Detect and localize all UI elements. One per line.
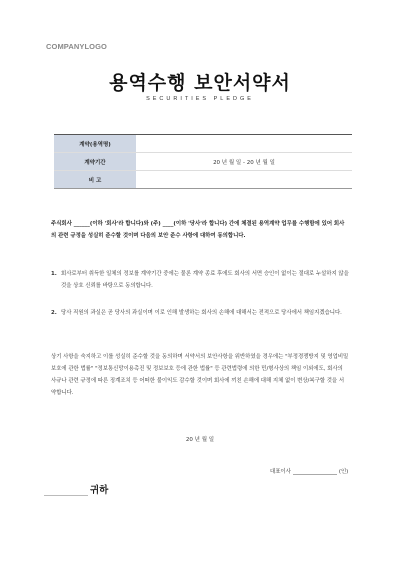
addressee-line: [44, 487, 88, 496]
table-row: [54, 171, 352, 189]
page-title: 용역수행 보안서약서: [109, 72, 291, 94]
representative-signature: [270, 467, 348, 475]
seal-mark: (인): [338, 469, 349, 475]
list-item: [51, 268, 349, 292]
contract-info-table: [54, 134, 352, 189]
intro-paragraph: 주식회사 ______(이하 '회사'라 합니다)와 (주) ____(이하 '당사'라 합니다) 간에 체결된 용역계약 업무를 수행함에 있어 회사의 관련 규정을 성실히 준수할 것이며 다음의 보안 준수 사항에 대하여 동의합니다.: [51, 221, 345, 239]
item-text: 회사로부터 취득한 일체의 정보를 계약기간 중에는 물론 계약 종료 후에도 회사의 서면 승인이 없이는 절대로 누설하지 않을 것을 상호 신뢰를 바탕으로 동의합니다.: [61, 271, 349, 289]
item-number: 2.: [51, 310, 57, 316]
representative-label: 대표이사: [270, 469, 291, 475]
table-row: [54, 153, 352, 171]
company-logo: COMPANYLOGO: [46, 42, 107, 51]
contract-period-label: 계약기간: [54, 153, 136, 171]
item-number: 1.: [51, 271, 57, 277]
contract-name-label: 계약(용역명): [54, 135, 136, 153]
pledge-date: 20 년 월 일: [185, 437, 215, 443]
signature-line: [293, 468, 337, 475]
contract-name-value: [136, 135, 352, 153]
remarks-value: [136, 171, 352, 189]
addressee: [44, 482, 108, 496]
remarks-label: 비 고: [54, 171, 136, 189]
list-item: [51, 307, 349, 319]
addressee-label: 귀하: [90, 485, 109, 496]
table-row: [54, 135, 352, 153]
conclusion-paragraph: 상기 사항을 숙지하고 이를 성실히 준수할 것을 동의하며 서약서의 보안사항을 위반하였을 경우에는 "부정경쟁방지 및 영업비밀보호에 관한 법률" "정보통신망이용촉진 및 정보보호 등에 관한 법률" 등 관련법령에 의한 민/형사상의 책임 이외에도, 회사의 사규나 관련 규정에 따른 징계조치 등 어떠한 불이익도 감수할 것이며 회사에 끼친 손해에 대해 지체 없이 변상/복구할 것을 서약합니다.: [51, 354, 349, 396]
page-subtitle: SECURITIES PLEDGE: [146, 96, 254, 102]
contract-period-value: 20 년 월 일 - 20 년 월 일: [136, 153, 352, 171]
item-text: 당사 직원의 과실은 곧 당사의 과실이며 이로 인해 발생하는 회사의 손해에 대해서는 전적으로 당사에서 책임지겠습니다.: [61, 310, 342, 316]
